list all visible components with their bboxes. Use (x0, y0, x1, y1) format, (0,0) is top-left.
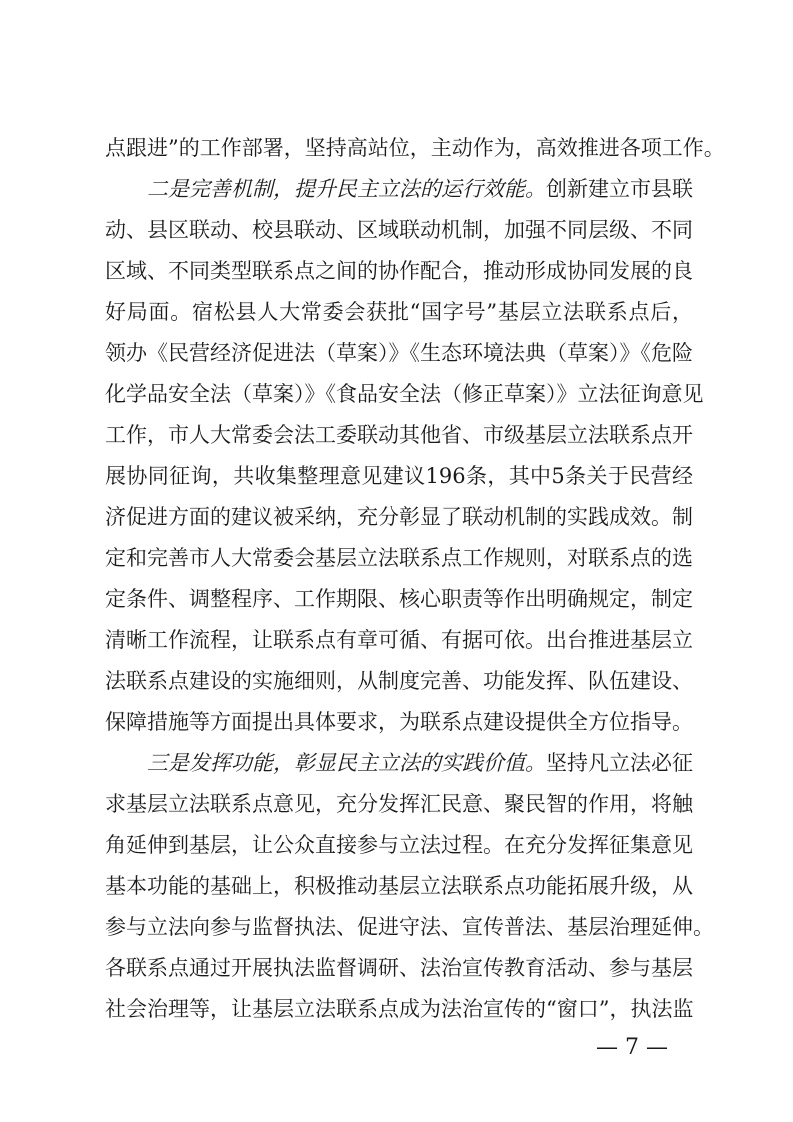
page-number: — 7 — (596, 1035, 668, 1060)
text-line: 济促进方面的建议被采纳，充分彰显了联动机制的实践成效。制 (105, 505, 693, 529)
text-line: 展协同征询，共收集整理意见建议196条，其中5条关于民营经 (105, 464, 693, 488)
paragraph-heading-line (147, 175, 693, 203)
text-line: 基本功能的基础上，积极推动基层立法联系点功能拓展升级，从 (105, 874, 693, 898)
paragraph-text: 坚持凡立法必征 (546, 751, 693, 775)
paragraph-heading: 三是发挥功能，彰显民主立法的实践价值。 (147, 751, 546, 775)
text-line: 定和完善市人大常委会基层立法联系点工作规则，对联系点的选 (105, 546, 693, 570)
paragraph-heading-line (147, 749, 693, 777)
text-line: 点跟进”的工作部署，坚持高站位，主动作为，高效推进各项工作。 (105, 136, 725, 160)
text-line: 保障措施等方面提出具体要求，为联系点建设提供全方位指导。 (105, 710, 693, 734)
text-line: 动、县区联动、校县联动、区域联动机制，加强不同层级、不同 (105, 218, 693, 242)
text-line: 各联系点通过开展执法监督调研、法治宣传教育活动、参与基层 (105, 956, 693, 980)
text-line: 角延伸到基层，让公众直接参与立法过程。在充分发挥征集意见 (105, 833, 693, 857)
text-line: 定条件、调整程序、工作期限、核心职责等作出明确规定，制定 (105, 587, 693, 611)
text-line: 好局面。宿松县人大常委会获批“国字号”基层立法联系点后， (105, 300, 693, 324)
text-line: 清晰工作流程，让联系点有章可循、有据可依。出台推进基层立 (105, 628, 693, 652)
text-line: 工作，市人大常委会法工委联动其他省、市级基层立法联系点开 (105, 423, 693, 447)
text-line: 法联系点建设的实施细则，从制度完善、功能发挥、队伍建设、 (105, 669, 693, 693)
paragraph-text: 创新建立市县联 (546, 177, 693, 201)
text-line: 参与立法向参与监督执法、促进守法、宣传普法、基层治理延伸。 (105, 915, 714, 939)
text-line: 化学品安全法（草案）》《食品安全法（修正草案）》立法征询意见 (105, 382, 704, 406)
text-line: 求基层立法联系点意见，充分发挥汇民意、聚民智的作用，将触 (105, 792, 693, 816)
text-line: 区域、不同类型联系点之间的协作配合，推动形成协同发展的良 (105, 259, 693, 283)
text-line: 社会治理等，让基层立法联系点成为法治宣传的“窗口”，执法监 (105, 997, 694, 1021)
text-line: 领办《民营经济促进法（草案）》《生态环境法典（草案）》《危险 (105, 341, 693, 365)
paragraph-heading: 二是完善机制，提升民主立法的运行效能。 (147, 177, 546, 201)
